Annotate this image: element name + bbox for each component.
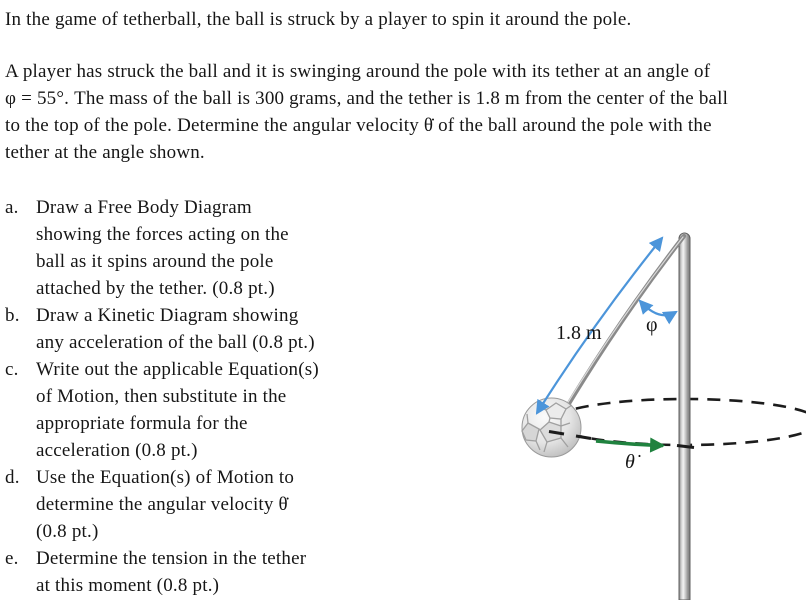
task-letter: e. bbox=[5, 548, 19, 569]
task-line: attached by the tether. (0.8 pt.) bbox=[36, 278, 275, 299]
task-text bbox=[36, 302, 465, 356]
task-line: Draw a Kinetic Diagram showing bbox=[36, 305, 299, 326]
pole bbox=[679, 233, 690, 600]
task-item-d bbox=[5, 464, 465, 545]
task-letter: c. bbox=[5, 359, 19, 380]
task-letter: a. bbox=[5, 197, 19, 218]
task-line: appropriate formula for the bbox=[36, 413, 248, 434]
task-text bbox=[36, 545, 465, 599]
task-line: Write out the applicable Equation(s) bbox=[36, 359, 319, 380]
tether-length-label: 1.8 m bbox=[556, 322, 602, 344]
angular-velocity-label: θ̇ bbox=[625, 451, 635, 473]
problem-statement bbox=[5, 58, 803, 166]
intro-text: In the game of tetherball, the ball is struck by a player to spin it around the pole. bbox=[5, 9, 632, 30]
task-text bbox=[36, 194, 465, 302]
task-line: showing the forces acting on the bbox=[36, 224, 289, 245]
task-text bbox=[36, 464, 465, 545]
statement-line: tether at the angle shown. bbox=[5, 142, 205, 163]
task-line: Use the Equation(s) of Motion to bbox=[36, 467, 295, 488]
task-line: Draw a Free Body Diagram bbox=[36, 197, 252, 218]
task-item-a bbox=[5, 194, 465, 302]
task-line: Determine the tension in the tether bbox=[36, 548, 307, 569]
tetherball-diagram bbox=[440, 220, 806, 600]
task-line: of Motion, then substitute in the bbox=[36, 386, 287, 407]
task-line: at this moment (0.8 pt.) bbox=[36, 575, 220, 596]
task-list bbox=[5, 194, 465, 599]
angle-label: φ bbox=[646, 314, 658, 336]
statement-line: to the top of the pole. Determine the angular velocity θ̇ of the ball around the pole with the bbox=[5, 115, 712, 136]
task-line: any acceleration of the ball (0.8 pt.) bbox=[36, 332, 315, 353]
path-dash-over-pole bbox=[677, 446, 694, 448]
task-item-b bbox=[5, 302, 465, 356]
task-item-c bbox=[5, 356, 465, 464]
task-line: (0.8 pt.) bbox=[36, 521, 99, 542]
intro-paragraph bbox=[5, 6, 803, 33]
task-line: ball as it spins around the pole bbox=[36, 251, 274, 272]
statement-line: φ = 55°. The mass of the ball is 300 grams, and the tether is 1.8 m from the center of the ball bbox=[5, 88, 729, 109]
task-item-e bbox=[5, 545, 465, 599]
tether-cord bbox=[568, 236, 684, 405]
diagram-svg bbox=[440, 220, 806, 600]
task-line: determine the angular velocity θ̇ bbox=[36, 494, 288, 515]
task-letter: d. bbox=[5, 467, 20, 488]
task-text bbox=[36, 356, 465, 464]
task-letter: b. bbox=[5, 305, 20, 326]
statement-line: A player has struck the ball and it is swinging around the pole with its tether at an angle of bbox=[5, 61, 711, 82]
angular-velocity-arrow bbox=[596, 441, 663, 446]
task-line: acceleration (0.8 pt.) bbox=[36, 440, 198, 461]
